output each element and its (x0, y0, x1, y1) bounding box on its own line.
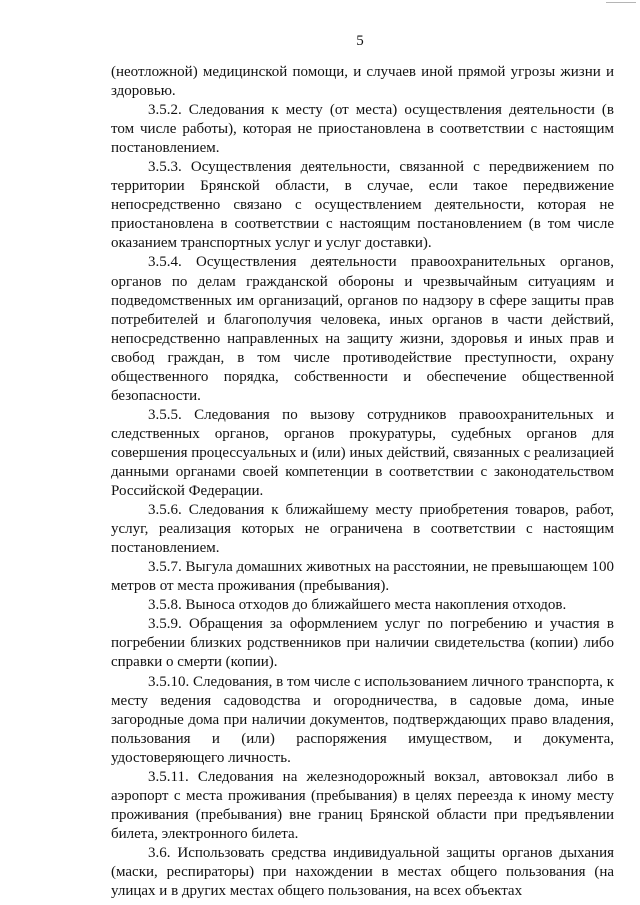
paragraph-3-5-11: 3.5.11. Следования на железнодорожный вокзал, автовокзал либо в аэропорт с места проживания (пребывания) в целях переезда к иному месту проживания (пребывания) вне границ Брянской области при предъявлении билета, электронного билета. (111, 768, 614, 842)
paragraph-3-5-6: 3.5.6. Следования к ближайшему месту приобретения товаров, работ, услуг, реализация которых не ограничена в соответствии с настоящим постановлением. (111, 502, 614, 557)
paragraph-3-5-3: 3.5.3. Осуществления деятельности, связанной с передвижением по территории Брянской области, в случае, если такое передвижение непосредственно связано с осуществлением деятельности, которая не приостановлена в соответствии с настоящим постановлением (в том числе оказанием транспортных услуг и услуг доставки). (111, 159, 614, 252)
paragraph-3-6: 3.6. Использовать средства индивидуальной защиты органов дыхания (маски, респираторы) при нахождении в местах общего пользования (на улицах и в других местах общего пользования, на всех объектах (111, 844, 614, 900)
paragraph-continuation: (неотложной) медицинской помощи, и случаев иной прямой угрозы жизни и здоровью. (111, 64, 614, 100)
paragraph-3-5-5: 3.5.5. Следования по вызову сотрудников правоохранительных и следственных органов, органов прокуратуры, судебных органов для совершения процессуальных и (или) иных действий, связанных с реализацией данными органами своей компетенции в соответствии с законодательством Российской Федерации. (111, 406, 614, 500)
paragraph-3-5-10: 3.5.10. Следования, в том числе с использованием личного транспорта, к месту ведения садоводства и огородничества, в садовые дома, иные загородные дома при наличии документов, подтверждающих право владения, пользования и (или) распоряжения имуществом, и документа, удостоверяющего личность. (111, 673, 614, 766)
page-number: 5 (356, 33, 364, 49)
scan-edge-mark (606, 2, 636, 4)
paragraph-3-5-7: 3.5.7. Выгула домашних животных на расстоянии, не превышающем 100 метров от места проживания (пребывания). (111, 559, 614, 595)
paragraph-3-5-4: 3.5.4. Осуществления деятельности правоохранительных органов, органов по делам гражданской обороны и чрезвычайным ситуациям и подведомственных им организаций, органов по надзору в сфере защиты прав потребителей и благополучия человека, иных органов в части действий, непосредственно направленных на защиту жизни, здоровья и иных прав и свобод граждан, в том числе противодействие преступности, охрану общественного порядка, собственности и обеспечение общественной безопасности. (111, 254, 614, 404)
paragraph-3-5-8: 3.5.8. Выноса отходов до ближайшего места накопления отходов. (148, 597, 567, 614)
paragraph-3-5-9: 3.5.9. Обращения за оформлением услуг по погребению и участия в погребении близких родственников при наличии свидетельства (копии) либо справки о смерти (копии). (111, 616, 614, 671)
document-body (111, 63, 614, 901)
paragraph-3-5-2: 3.5.2. Следования к месту (от места) осуществления деятельности (в том числе работы), которая не приостановлена в соответствии с настоящим постановлением. (111, 102, 614, 157)
